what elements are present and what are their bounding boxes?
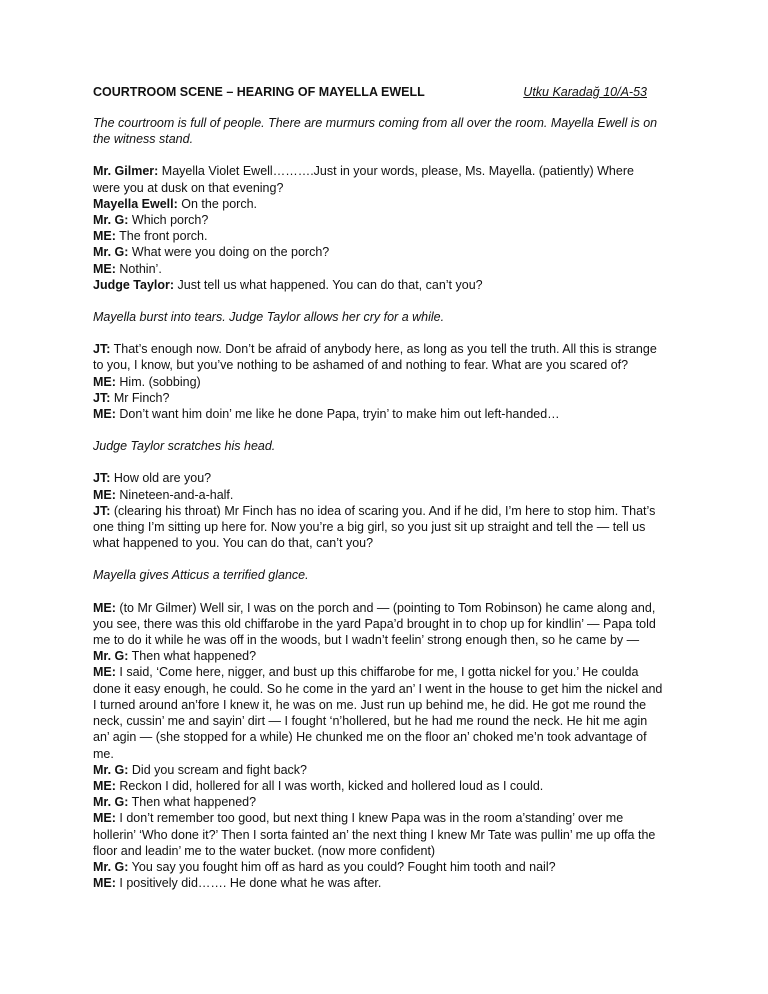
- speaker-label: ME:: [93, 876, 116, 891]
- speaker-label: Mr. G:: [93, 213, 129, 228]
- speaker-label: Mr. G:: [93, 795, 129, 810]
- dialogue-text: Him. (sobbing): [119, 374, 201, 389]
- paragraph-gap: [93, 325, 663, 341]
- dialogue-line: [93, 778, 663, 794]
- paragraph-gap: [93, 147, 663, 163]
- dialogue-text: Did you scream and fight back?: [131, 762, 307, 777]
- dialogue-text: Then what happened?: [131, 649, 257, 664]
- speaker-label: Mr. Gilmer:: [93, 164, 159, 179]
- dialogue-line: [93, 875, 663, 891]
- dialogue-text: Just tell us what happened. You can do that, can’t you?: [177, 277, 483, 292]
- paragraph-gap: [93, 293, 663, 309]
- speaker-label: ME:: [93, 665, 116, 680]
- speaker-label: Mr. G:: [93, 245, 129, 260]
- dialogue-line: [93, 406, 663, 422]
- speaker-label: ME:: [93, 407, 116, 422]
- dialogue-line: [93, 487, 663, 503]
- dialogue-text: What were you doing on the porch?: [131, 245, 330, 260]
- speaker-label: JT:: [93, 390, 111, 405]
- dialogue-line: [93, 503, 663, 552]
- document-header: [93, 84, 653, 102]
- dialogue-text: Mayella Violet Ewell……….Just in your words, please, Ms. Mayella. (patiently) Where were you at dusk on that evening?: [93, 164, 634, 195]
- speaker-label: JT:: [93, 471, 111, 486]
- dialogue-text: Nothin’.: [119, 261, 162, 276]
- dialogue-line: [93, 648, 663, 664]
- speaker-label: Mr. G:: [93, 762, 129, 777]
- script-body: [93, 115, 663, 891]
- dialogue-text: (clearing his throat) Mr Finch has no idea of scaring you. And if he did, I’m here to stop him. That’s one thing I’m sitting up here for. Now you’re a big girl, so you just sit up straight and tell the — tell us what happened to you. You can do that, can’t you?: [93, 503, 656, 551]
- dialogue-text: Then what happened?: [131, 795, 257, 810]
- speaker-label: Mr. G:: [93, 859, 129, 874]
- speaker-label: JT:: [93, 503, 111, 518]
- dialogue-line: [93, 762, 663, 778]
- paragraph-gap: [93, 584, 663, 600]
- document-title: COURTROOM SCENE – HEARING OF MAYELLA EWELL: [93, 85, 425, 99]
- dialogue-text: Which porch?: [131, 213, 209, 228]
- speaker-label: ME:: [93, 229, 116, 244]
- speaker-label: ME:: [93, 374, 116, 389]
- dialogue-line: [93, 470, 663, 486]
- speaker-label: Mr. G:: [93, 649, 129, 664]
- paragraph-gap: [93, 454, 663, 470]
- author-label: Utku Karadağ 10/A-53: [523, 85, 647, 99]
- dialogue-text: Mr Finch?: [113, 390, 170, 405]
- dialogue-line: [93, 196, 663, 212]
- stage-direction: Mayella burst into tears. Judge Taylor allows her cry for a while.: [93, 310, 445, 325]
- dialogue-text: I don’t remember too good, but next thing I knew Papa was in the room a’standing’ over me hollerin’ ‘Who done it?’ Then I sorta fainted an’ the next thing I knew Mr Tate was pullin’ me up offa the floor and leadin’ me to the water bucket. (now more confident): [93, 811, 656, 858]
- dialogue-line: [93, 859, 663, 875]
- dialogue-text: (to Mr Gilmer) Well sir, I was on the porch and — (pointing to Tom Robinson) he came along and, you see, there was this old chiffarobe in the yard Papa’d brought in to chop up for kindlin’ — Papa told me to do it while he was off in the woods, but I wadn’t feelin’ strong enough then, so he came by —: [93, 600, 656, 648]
- speaker-label: JT:: [93, 342, 111, 357]
- dialogue-text: That’s enough now. Don’t be afraid of anybody here, as long as you tell the truth. All this is strange to you, I know, but you’ve nothing to be ashamed of and nothing to fear. What are you scared of?: [93, 342, 657, 373]
- paragraph-gap: [93, 551, 663, 567]
- speaker-label: Judge Taylor:: [93, 277, 175, 292]
- speaker-label: ME:: [93, 261, 116, 276]
- dialogue-line: [93, 228, 663, 244]
- dialogue-text: Reckon I did, hollered for all I was worth, kicked and hollered loud as I could.: [119, 778, 544, 793]
- dialogue-line: [93, 390, 663, 406]
- dialogue-line: [93, 277, 663, 293]
- dialogue-line: [93, 163, 663, 195]
- dialogue-line: [93, 664, 663, 761]
- dialogue-line: [93, 374, 663, 390]
- dialogue-line: [93, 244, 663, 260]
- dialogue-text: Nineteen-and-a-half.: [119, 487, 234, 502]
- dialogue-text: I said, ‘Come here, nigger, and bust up this chiffarobe for me, I gotta nickel for you.’ He coulda done it easy enough, he could. So he come in the yard an’ I went in the house to get him the nickel and I turned around an’fore I knew it, he was on me. Just run up behind me, he did. He got me round the neck, cussin’ me and sayin’ dirt — I fought ‘n’hollered, but he had me round the neck. He hit me agin an’ agin — (she stopped for a while) He chunked me on the floor an’ choked me’n took advantage of me.: [93, 665, 663, 761]
- stage-direction: Mayella gives Atticus a terrified glance.: [93, 568, 309, 583]
- dialogue-line: [93, 261, 663, 277]
- dialogue-line: [93, 794, 663, 810]
- dialogue-text: I positively did……. He done what he was after.: [119, 876, 382, 891]
- dialogue-line: [93, 341, 663, 373]
- dialogue-text: On the porch.: [181, 196, 257, 211]
- dialogue-text: You say you fought him off as hard as you could? Fought him tooth and nail?: [131, 859, 556, 874]
- dialogue-text: The front porch.: [119, 229, 208, 244]
- speaker-label: Mayella Ewell:: [93, 196, 178, 211]
- dialogue-line: [93, 600, 663, 649]
- speaker-label: ME:: [93, 600, 116, 615]
- dialogue-line: [93, 212, 663, 228]
- speaker-label: ME:: [93, 778, 116, 793]
- dialogue-line: [93, 810, 663, 859]
- speaker-label: ME:: [93, 487, 116, 502]
- stage-direction: The courtroom is full of people. There are murmurs coming from all over the room. Mayella Ewell is on the witness stand.: [93, 116, 658, 147]
- dialogue-text: How old are you?: [113, 471, 212, 486]
- speaker-label: ME:: [93, 811, 116, 826]
- dialogue-text: Don’t want him doin’ me like he done Papa, tryin’ to make him out left-handed…: [119, 407, 560, 422]
- paragraph-gap: [93, 422, 663, 438]
- stage-direction: Judge Taylor scratches his head.: [93, 439, 276, 454]
